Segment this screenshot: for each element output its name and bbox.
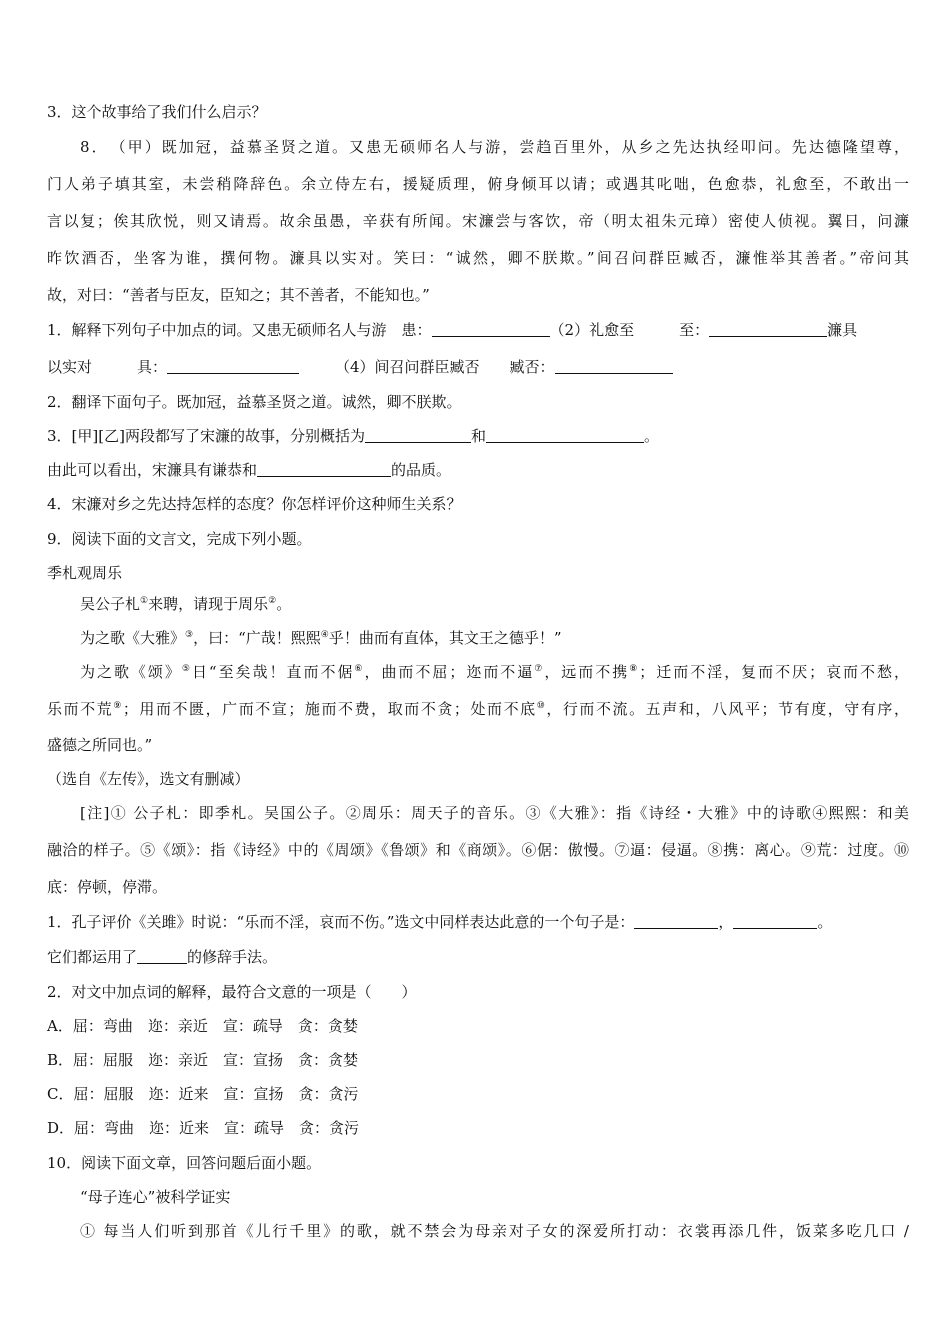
footnote-marker: ⑨ — [113, 701, 123, 711]
answer-blank[interactable] — [167, 358, 299, 374]
q9-q2-stem: 2．对文中加点词的解释，最符合文意的一项是（ ） — [47, 983, 417, 1001]
q8-q1-item-3-cont: 以实对 具： — [47, 358, 168, 376]
q9-q1-line-2: 它们都运用了 的修辞手法。 — [47, 948, 278, 966]
q9-q1-prompt: 1．孔子评价《关雎》时说：“乐而不淫，哀而不伤。”选文中同样表达此意的一个句子是： — [47, 913, 635, 931]
q9-q2-option-b[interactable]: B．屈：屈服 迩：亲近 宣：宣扬 贪：贪婪 — [47, 1051, 359, 1069]
q8-q1-prompt: 1．解释下列句子中加点的词。又患无硕师名人与游 患： — [47, 321, 432, 339]
answer-blank[interactable] — [137, 948, 187, 964]
question-3-inspiration: 3．这个故事给了我们什么启示？ — [47, 103, 267, 121]
q10-passage-title: “母子连心”被科学证实 — [80, 1188, 231, 1206]
answer-blank[interactable] — [555, 358, 673, 374]
q8-passage-line-3: 言以复；俟其欣悦，则又请焉。故余虽愚，辛获有所闻。宋濂尝与客饮，帝（明太祖朱元璋）密使人侦视。翼日，问濂 — [47, 212, 909, 230]
q8-passage-line-2: 门人弟子填其室，未尝稍降辞色。余立侍左右，援疑质理，俯身倾耳以请；或遇其叱咄，色愈恭，礼愈至，不敢出一 — [47, 175, 909, 193]
answer-blank[interactable] — [709, 321, 827, 337]
q8-q1-item-3: 濂具 — [827, 321, 858, 339]
q9-paragraph-3-line-1: 为之歌《颂》⑤日“至矣哉！直而不倨⑥，曲而不屈；迩而不逼⑦，远而不携⑧；迁而不淫，复而不厌；哀而不愁， — [80, 663, 909, 681]
q9-q2-option-a[interactable]: A．屈：弯曲 迩：亲近 宣：疏导 贪：贪婪 — [47, 1017, 358, 1035]
q9-paragraph-2: 为之歌《大雅》③，曰：“广哉！熙熙④乎！曲而有直体，其文王之德乎！” — [80, 629, 562, 647]
q9-notes-line-3: 底：停顿，停滞。 — [47, 878, 168, 896]
q9-q2-option-c[interactable]: C．屈：屈服 迩：近来 宣：宣扬 贪：贪污 — [47, 1085, 359, 1103]
q10-intro: 10．阅读下面文章，回答问题后面小题。 — [47, 1154, 322, 1172]
footnote-marker: ⑩ — [536, 701, 547, 711]
footnote-marker: ④ — [320, 630, 329, 640]
answer-blank[interactable] — [486, 427, 644, 443]
q9-q2-option-d[interactable]: D．屈：弯曲 迩：近来 宣：疏导 贪：贪污 — [47, 1119, 360, 1137]
answer-blank[interactable] — [634, 913, 718, 929]
answer-blank[interactable] — [733, 913, 817, 929]
q8-q2: 2．翻译下面句子。既加冠，益慕圣贤之道。诚然，卿不朕欺。 — [47, 393, 462, 411]
answer-blank[interactable] — [257, 461, 391, 477]
q8-q3-quality: 的品质。 — [391, 461, 452, 479]
footnote-marker: ① — [140, 596, 149, 606]
q10-paragraph-1: ① 每当人们听到那首《儿行千里》的歌，就不禁会为母亲对子女的深爱所打动：衣裳再添几件，饭菜多吃几口 / — [80, 1222, 909, 1240]
q8-passage-line-5: 故，对曰：“善者与臣友，臣知之；其不善者，不能知也。” — [47, 286, 430, 304]
q8-q3-and: 和 — [470, 427, 486, 445]
q9-intro: 9．阅读下面的文言文，完成下列小题。 — [47, 530, 312, 548]
q8-q3-line-2 — [47, 459, 909, 481]
q8-q3-line-1 — [47, 425, 909, 447]
q9-paragraph-3-line-3: 盛德之所同也。” — [47, 736, 153, 754]
q8-q3-period: 。 — [643, 427, 659, 445]
q8-q3-prompt: 3．[甲][乙]两段都写了宋濂的故事，分别概括为 — [47, 427, 365, 445]
q8-q1-line-1 — [47, 319, 909, 341]
q9-paragraph-3-line-2: 乐而不荒⑨；用而不匮，广而不宣；施而不费，取而不贪；处而不底⑩，行而不流。五声和，八风平；节有度，守有序， — [47, 700, 909, 718]
q9-notes-line-2: 融洽的样子。⑤《颂》：指《诗经》中的《周颂》《鲁颂》和《商颂》。⑥倨：傲慢。⑦逼：侵逼。⑧携：离心。⑨荒：过度。⑩ — [47, 841, 909, 859]
footnote-marker: ③ — [185, 630, 194, 640]
footnote-marker: ⑦ — [534, 664, 545, 674]
answer-blank[interactable] — [432, 321, 550, 337]
footnote-marker: ⑤ — [181, 664, 192, 674]
q8-passage-line-4: 昨饮酒否，坐客为谁，撰何物。濂具以实对。笑曰：“诚然，卿不朕欺。”间召问群臣臧否，濂惟举其善者。”帝问其 — [47, 249, 909, 267]
footnote-marker: ② — [268, 596, 277, 606]
q9-paragraph-1: 吴公子札①来聘，请现于周乐②。 — [80, 595, 292, 613]
q8-q1-line-2 — [47, 356, 909, 378]
q8-q1-item-4: （4）间召问群臣臧否 臧否： — [335, 358, 555, 376]
q8-q4: 4．宋濂对乡之先达持怎样的态度？你怎样评价这种师生关系？ — [47, 495, 462, 513]
q9-source: （选自《左传》，选文有删减） — [47, 770, 250, 788]
q9-q1-line-1: 1．孔子评价《关雎》时说：“乐而不淫，哀而不伤。”选文中同样表达此意的一个句子是： ， 。 — [47, 913, 833, 931]
q8-passage-line-1: 8． （甲）既加冠，益慕圣贤之道。又患无硕师名人与游，尝趋百里外，从乡之先达执经叩问。先达德隆望尊， — [80, 138, 909, 156]
footnote-marker: ⑧ — [629, 664, 640, 674]
q9-passage-title: 季札观周乐 — [47, 564, 123, 582]
q8-q3-conclusion: 由此可以看出，宋濂具有谦恭和 — [47, 461, 258, 479]
answer-blank[interactable] — [365, 427, 471, 443]
q8-q1-item-2: （2）礼愈至 至： — [549, 321, 710, 339]
footnote-marker: ⑥ — [354, 664, 365, 674]
q9-notes-line-1: [注]① 公子札：即季札。吴国公子。②周乐：周天子的音乐。③《大雅》：指《诗经・大雅》中的诗歌④熙熙：和美 — [80, 804, 909, 822]
